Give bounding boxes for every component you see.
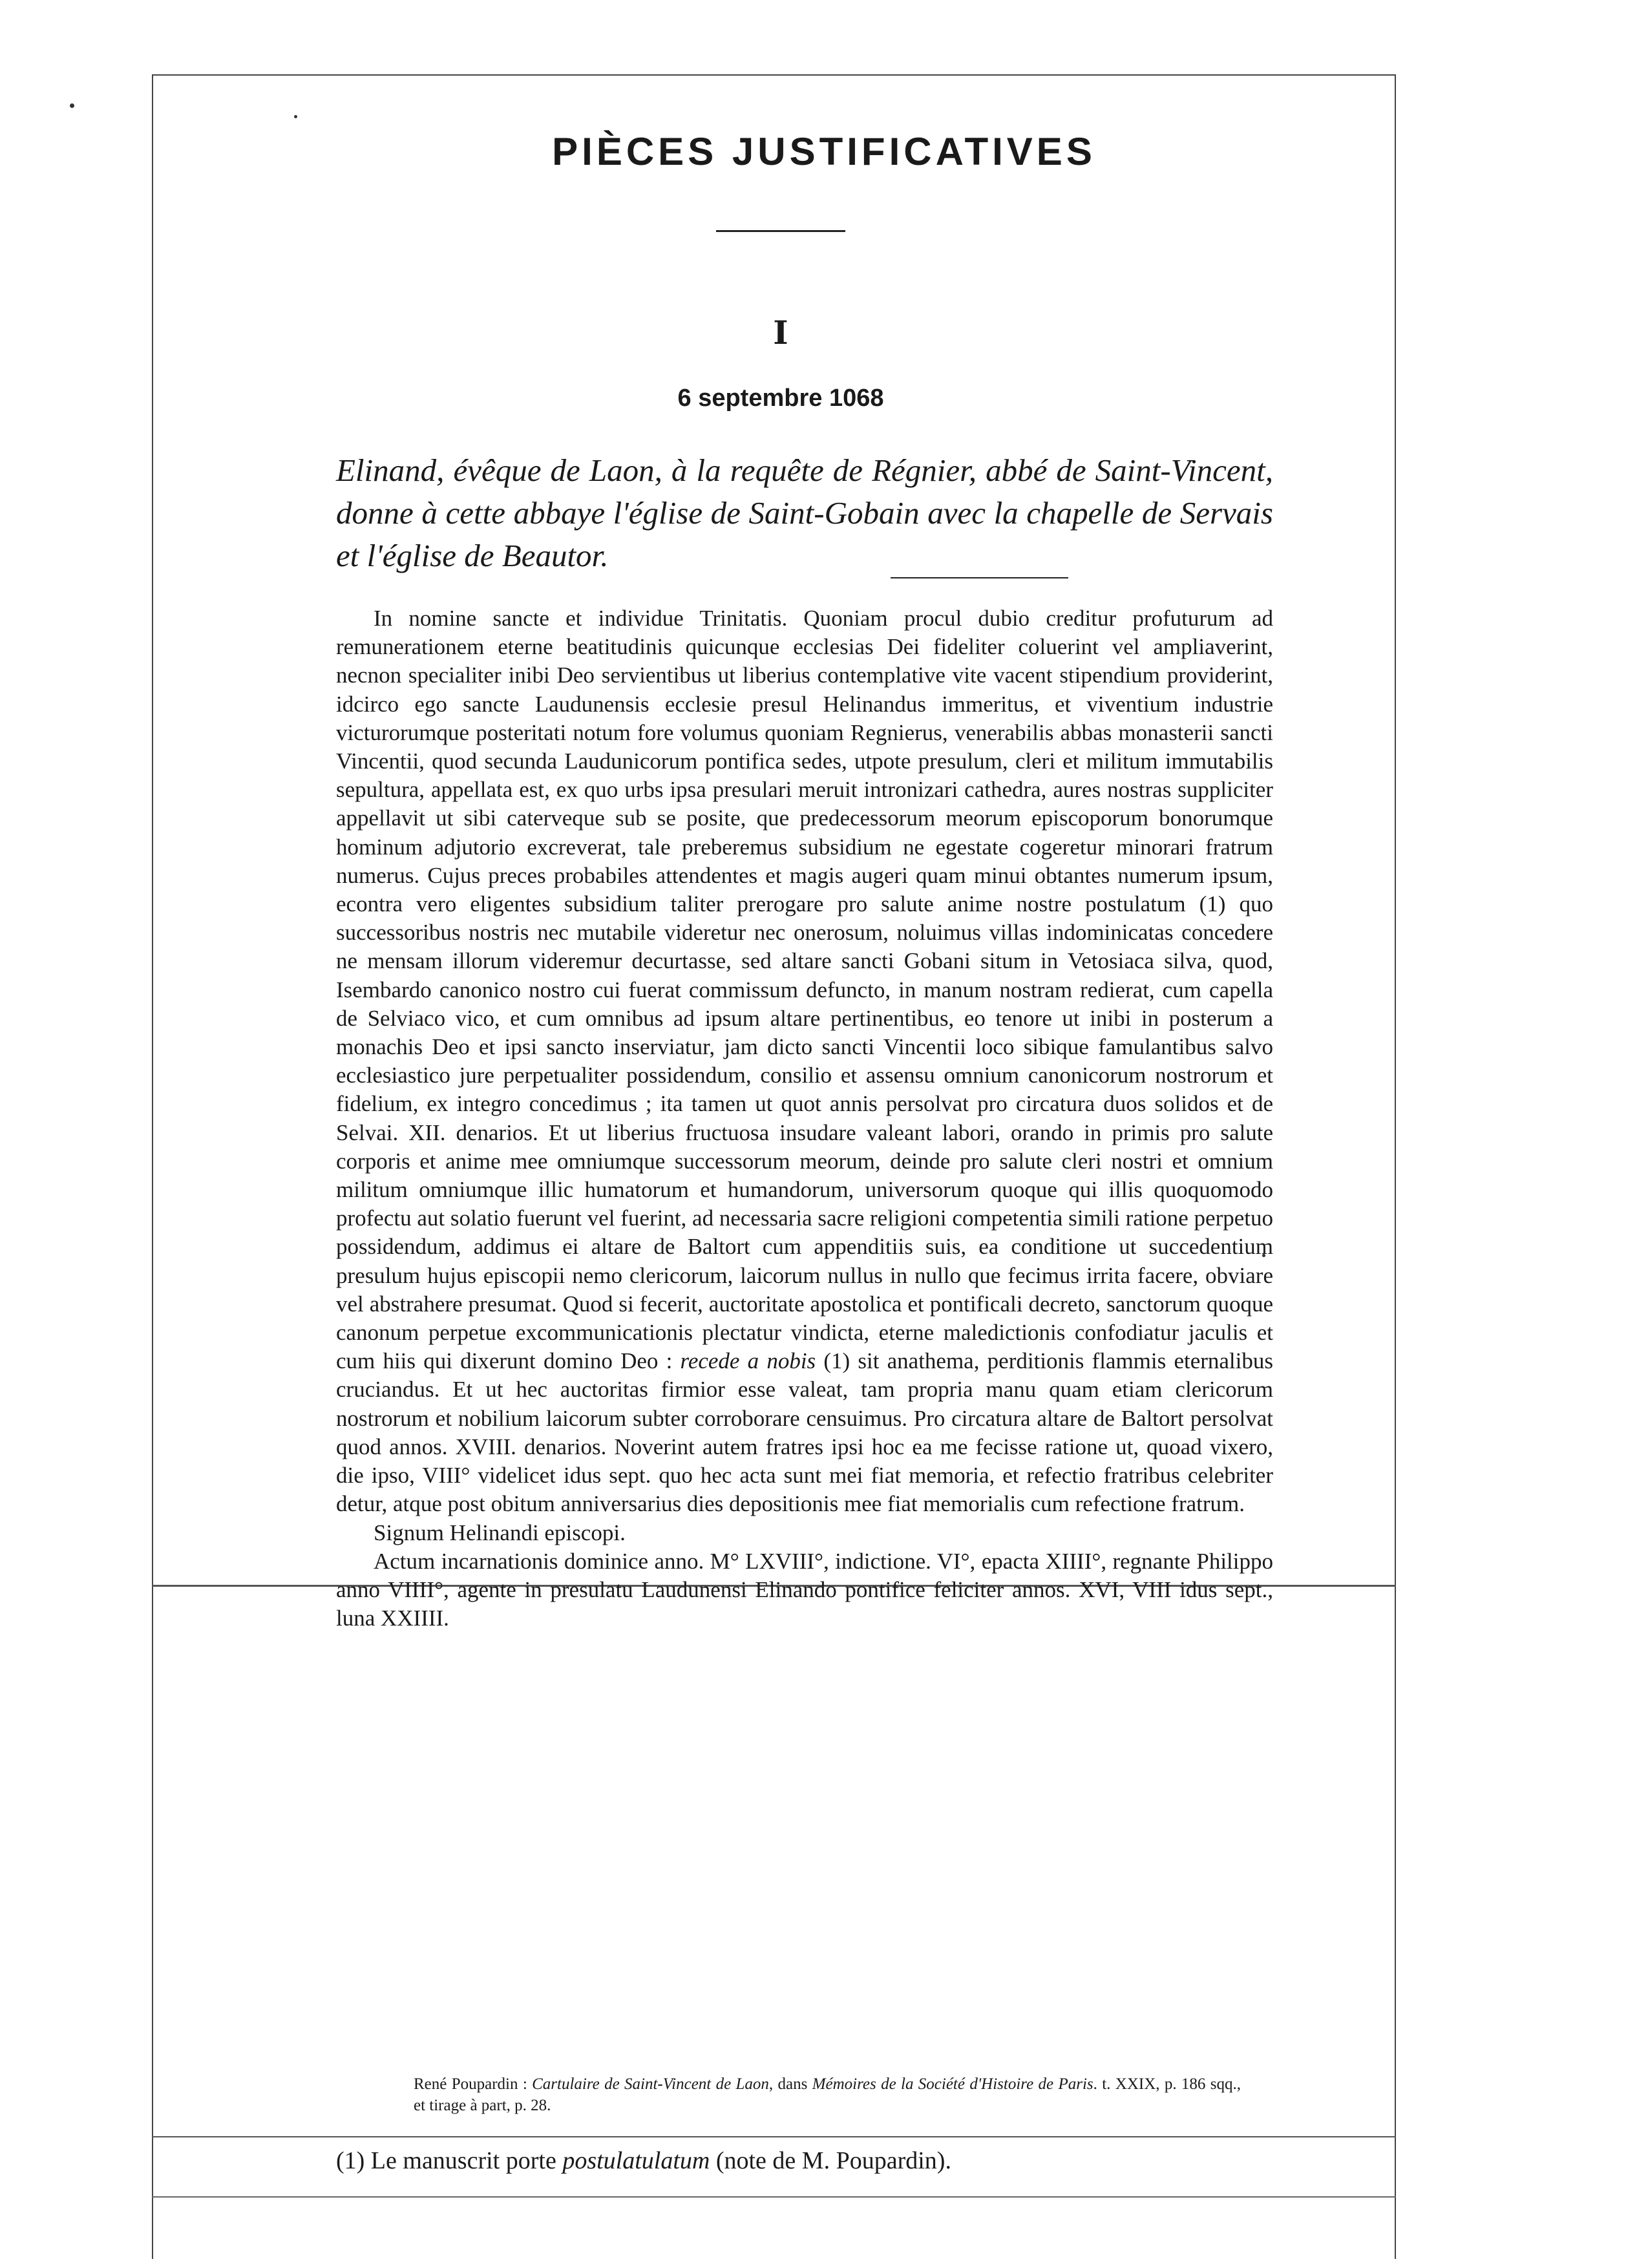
footnote-separator bbox=[152, 2136, 1396, 2137]
scan-speck bbox=[70, 103, 74, 108]
charter-paragraph bbox=[336, 604, 1273, 1519]
bottom-rule bbox=[152, 2196, 1396, 2198]
charter-signum: Signum Helinandi episcopi. bbox=[374, 1520, 626, 1545]
charter-quote: recede a nobis bbox=[680, 1348, 816, 1374]
charter-body: In nomine sancte et individue Trinitatis. Quoniam procul dubio creditur profuturum ad remunerationem eterne beatitudinis quicunque ecclesias Dei fideliter coluerint vel ampliaverint, necnon specialiter inibi Deo servientibus ut liberius contemplative vite vacent stipendium providerint, idcirco ego sancte Laudunensis ecclesie presul Helinandus immeritus, et viventium industrie victurorumque posteritati notum fore volumus quoniam Regnierus, venerabilis abbas monasterii sancti Vincentii, quod secunda Laudunicorum pontifica sedes, utpote presulum, cleri et militum immutabilis sepultura, appellata est, ex quo urbs ipsa presulari meruit intronizari cathedra, aures nostras suppliciter appellavit ut sibi caterveque sub se posite, que predecessorum meorum episcoporum bonorumque hominum adjutorio excreverat, tale preberemus subsidium ne egestate cogeretur minorari fratrum numerus. Cujus preces probabiles attendentes et magis augeri quam minui obtantes numerum ipsum, econtra vero eligentes subsidium taliter prerogare pro salute anime nostre postulatum (1) quo successoribus nostris nec mutabile videretur nec onerosum, noluimus villas indominicatas concedere ne mensam illorum videremur decurtasse, sed altare sancti Gobani situm in Vetosiaca silva, quod, Isembardo canonico nostro cui fuerat commissum defuncto, in manum nostram redierat, cum capella de Selviaco vico, et cum omnibus ad ipsum altare pertinentibus, eo tenore ut inibi in posterum a monachis Deo et ipsi sancto inserviatur, jam dicto sancti Vincentii loco sibique famulantibus salvo ecclesiastico jure perpetualiter possidendum, consilio et assensu omnium canonicorum nostrorum et fidelium, ex integro concedimus ; ita tamen ut quot annis persolvat pro circatura duos solidos et de Selvai. XII. denarios. Et ut liberius fructuosa insudare valeant labori, orando in primis pro salute corporis et anime mee omniumque successorum meorum, deinde pro salute cleri nostri et omnium militum omniumque illic humatorum et humandorum, universorum quoque qui illis quoquomodo profectu aut solatio fuerunt vel fuerint, ad necessaria sacre religioni competentia simili ratione perpetuo possidendum, addimus ei altare de Baltort cum appenditiis suis, ea conditione ut succedentium presulum hujus episcopii nemo clericorum, laicorum nullus in nullo que fecimus irrita facere, obviare vel abstrahere presumat. Quod si fecerit, auctoritate apostolica et pontificali decreto, sanctorum quoque canonum perpetue excommunicationis plectatur vindicta, eterne maledictionis confodiatur jaculis et cum hiis qui dixerunt domino Deo : bbox=[336, 606, 1274, 1374]
handwritten-underline bbox=[891, 577, 1068, 578]
abstract-underlined-text: l'église de Beautor. bbox=[366, 538, 609, 573]
title-rule bbox=[716, 230, 845, 232]
scan-speck bbox=[294, 115, 297, 118]
source-journal: Mémoires de la Société d'Histoire de Paris bbox=[812, 2075, 1093, 2093]
source-author: René Poupardin : bbox=[414, 2075, 533, 2093]
source-citation bbox=[414, 2073, 1241, 2116]
abstract-text: Elinand, évêque de Laon, à la requête de Régnier, abbé de Saint-Vincent, donne à cette abbaye l'église de Saint-Gobain avec la chapelle de Servais et bbox=[336, 452, 1273, 573]
source-pages: . t. XXIX, p. 186 sqq., et tirage à part, p. 28. bbox=[414, 2075, 1241, 2114]
footnote-suffix: (note de M. Poupardin). bbox=[710, 2147, 951, 2174]
charter-actum: Actum incarnationis dominice anno. M° LXVIII°, indictione. VI°, epacta XIIII°, regnante Philippo anno VIIII°, agente in presulatu Laudunensi Elinando pontifice feliciter annos. XVI, VIII idus sept., luna XXIIII. bbox=[336, 1548, 1273, 1631]
footnote bbox=[336, 2145, 1273, 2177]
date-heading: 6 septembre 1068 bbox=[677, 385, 884, 412]
footnote-prefix: (1) Le manuscrit porte bbox=[336, 2147, 563, 2174]
charter-text bbox=[336, 604, 1273, 1633]
source-work: Cartulaire de Saint-Vincent de Laon bbox=[532, 2075, 769, 2093]
abstract bbox=[336, 449, 1273, 577]
section-number: I bbox=[773, 313, 788, 352]
charter-body-end: (1) sit anathema, perditionis flammis eternalibus cruciandus. Et ut hec auctoritas firmior esse valeat, tam propria manu quam etiam clericorum nostrorum et nobilium laicorum subter corroborare censuimus. Pro circatura altare de Baltort persolvat quod annos. XVIII. denarios. Noverint autem fratres ipsi hoc ea me fecisse ratione ut, quoad vixero, die ipso, VIII° videlicet idus sept. quo hec acta sunt mei fiat memoria, et refectio fratribus celebriter detur, atque post obitum anniversarius dies depositionis mee fiat memorialis cum refectione fratrum. bbox=[336, 1348, 1273, 1517]
source-middle: , dans bbox=[768, 2075, 812, 2093]
page-title: PIÈCES JUSTIFICATIVES bbox=[552, 130, 1096, 173]
footnote-word: postulatulatum bbox=[562, 2147, 710, 2174]
